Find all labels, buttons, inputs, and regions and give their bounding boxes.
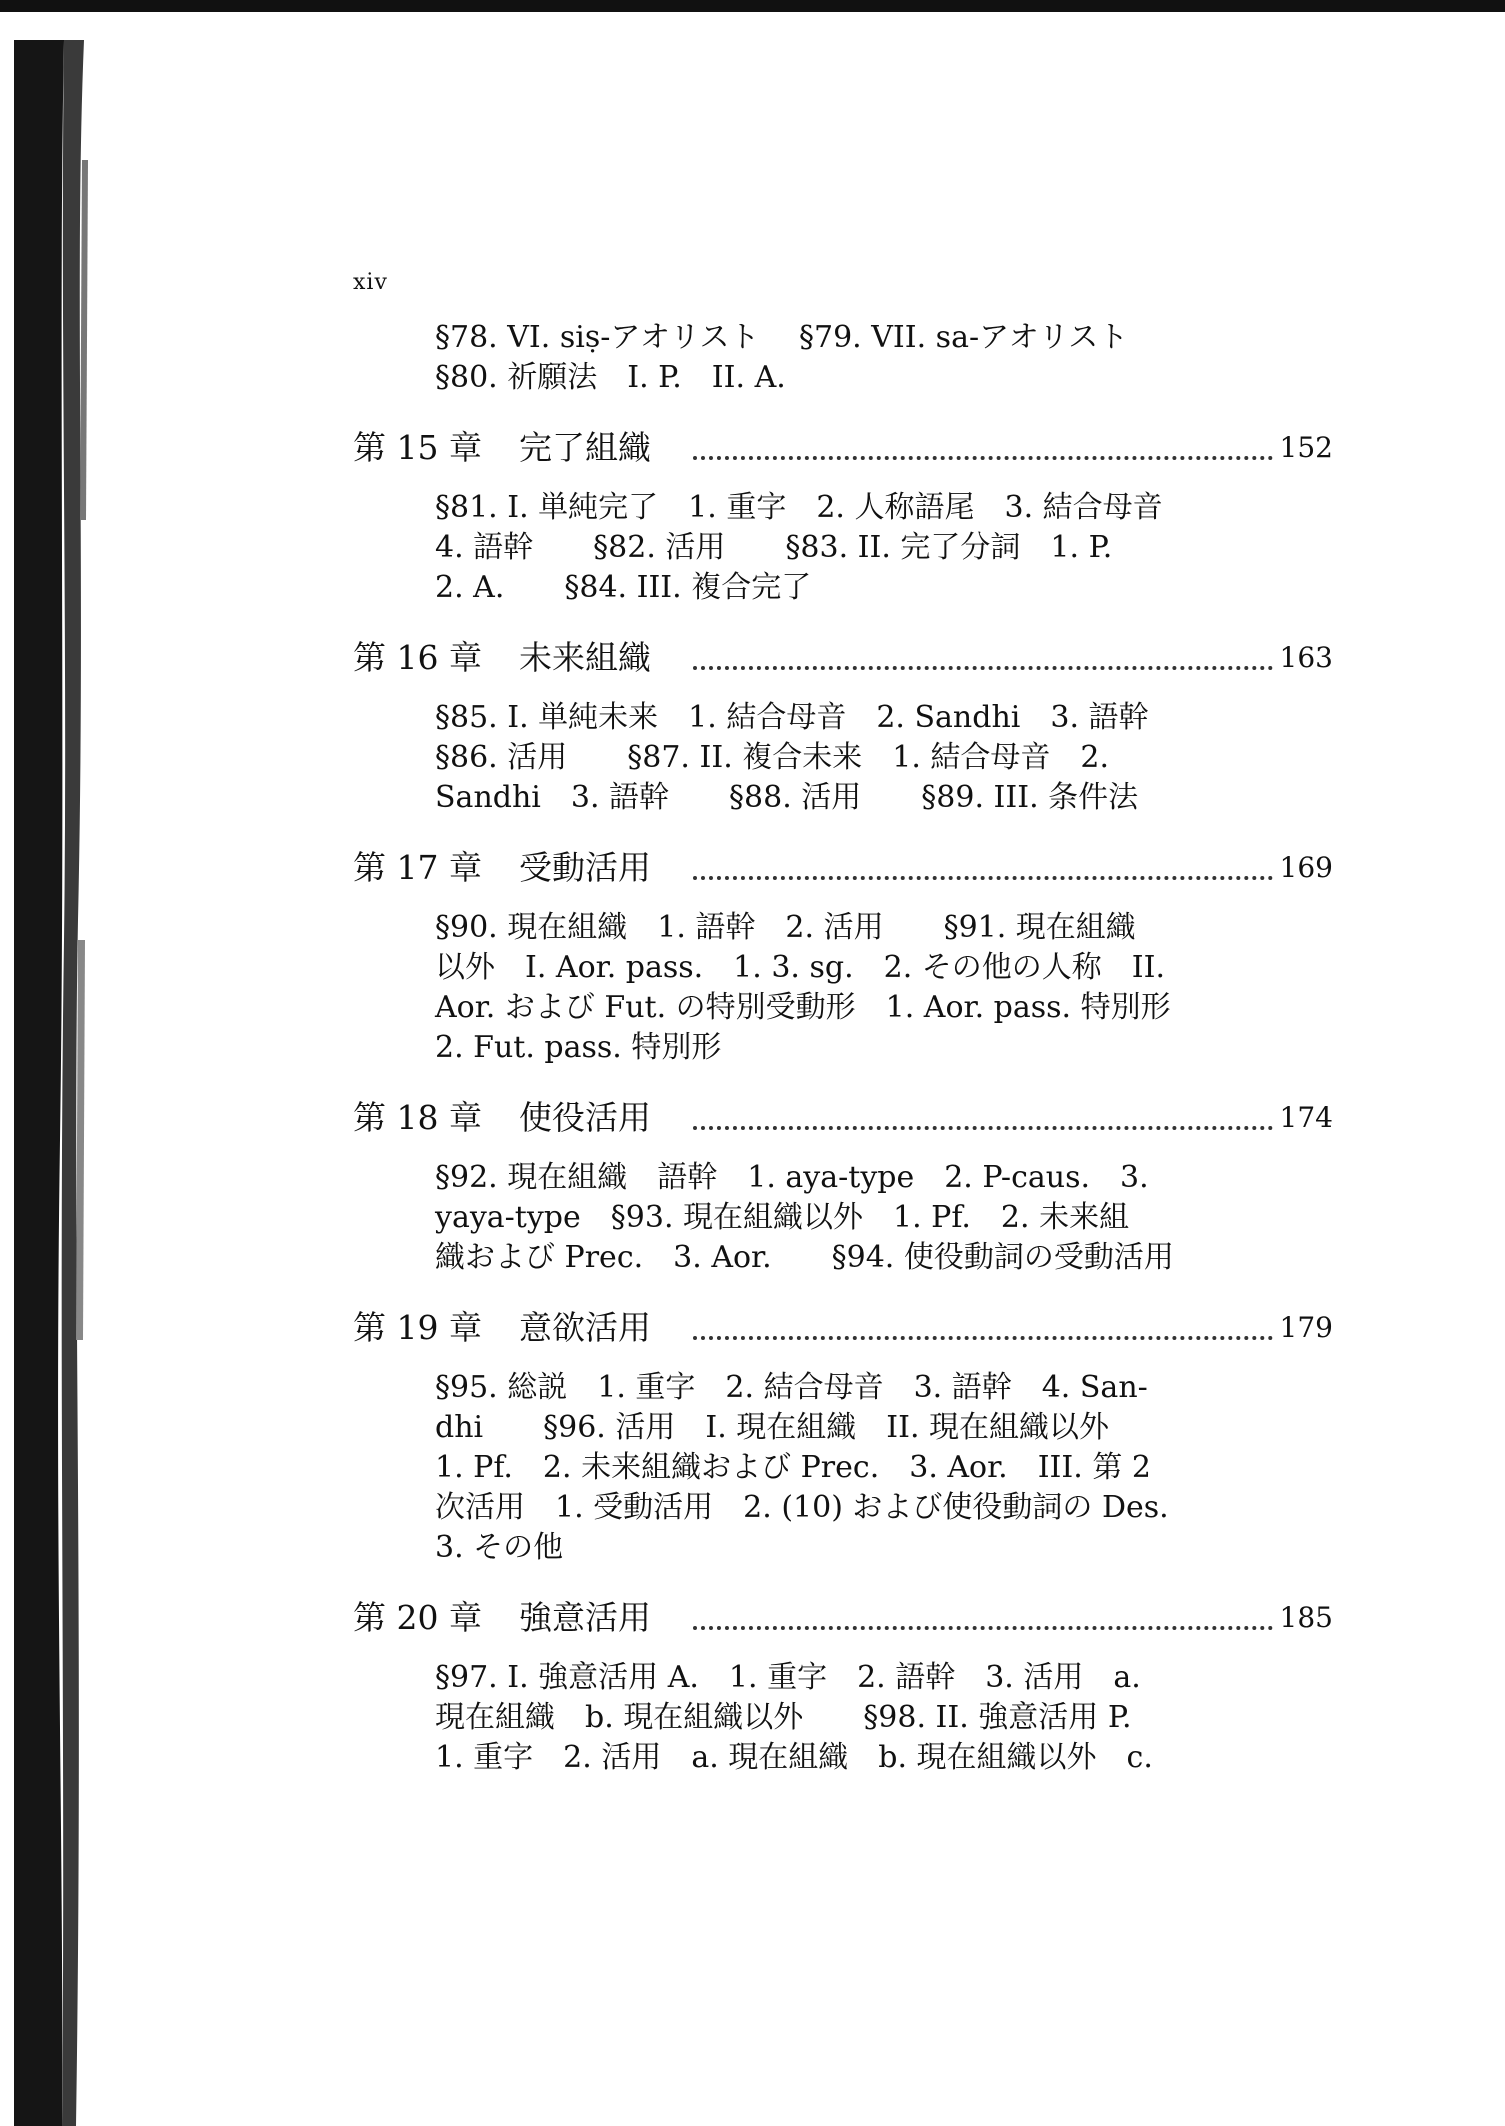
chapter-entry bbox=[353, 424, 1333, 608]
dot-leader bbox=[693, 876, 1273, 880]
section-line: 織および Prec. 3. Aor. §94. 使役動詞の受動活用 bbox=[435, 1240, 1174, 1275]
chapter-entry bbox=[353, 844, 1333, 1068]
chapter-title: 受動活用 bbox=[519, 848, 651, 887]
section-line: 次活用 1. 受動活用 2. (10) および使役動詞の Des. bbox=[435, 1490, 1169, 1525]
section-line: §80. 祈願法 I. P. II. A. bbox=[435, 360, 786, 395]
section-line: §81. I. 単純完了 1. 重字 2. 人称語尾 3. 結合母音 bbox=[435, 490, 1163, 525]
chapter-page: 169 bbox=[1279, 851, 1333, 884]
chapter-heading bbox=[353, 1594, 1333, 1642]
section-line: 2. A. §84. III. 複合完了 bbox=[435, 570, 812, 605]
dot-leader bbox=[693, 1336, 1273, 1340]
chapter-entry bbox=[353, 1304, 1333, 1568]
chapter-title: 使役活用 bbox=[519, 1098, 651, 1137]
section-line: dhi §96. 活用 I. 現在組織 II. 現在組織以外 bbox=[435, 1410, 1110, 1445]
section-line: 3. その他 bbox=[435, 1530, 564, 1565]
chapter-title: 意欲活用 bbox=[519, 1308, 651, 1347]
chapter-page: 163 bbox=[1279, 641, 1333, 674]
table-of-contents bbox=[353, 318, 1333, 1778]
dot-leader bbox=[693, 456, 1273, 460]
chapter-number: 第 16 章 bbox=[353, 638, 482, 677]
section-line: Aor. および Fut. の特別受動形 1. Aor. pass. 特別形 bbox=[435, 990, 1171, 1025]
section-line: Sandhi 3. 語幹 §88. 活用 §89. III. 条件法 bbox=[435, 780, 1139, 815]
section-line: §97. I. 強意活用 A. 1. 重字 2. 語幹 3. 活用 a. bbox=[435, 1660, 1141, 1695]
section-line: 現在組織 b. 現在組織以外 §98. II. 強意活用 P. bbox=[435, 1700, 1132, 1735]
section-line: 1. 重字 2. 活用 a. 現在組織 b. 現在組織以外 c. bbox=[435, 1740, 1153, 1775]
section-list bbox=[353, 1658, 1333, 1778]
section-line: §86. 活用 §87. II. 複合未来 1. 結合母音 2. bbox=[435, 740, 1110, 775]
chapter-entry bbox=[353, 1594, 1333, 1778]
dot-leader bbox=[693, 1626, 1273, 1630]
section-line: yaya-type §93. 現在組織以外 1. Pf. 2. 未来組 bbox=[435, 1200, 1130, 1235]
chapter-heading bbox=[353, 844, 1333, 892]
chapter-number: 第 18 章 bbox=[353, 1098, 482, 1137]
chapter-page: 185 bbox=[1279, 1601, 1333, 1634]
section-list bbox=[353, 318, 1333, 398]
binding-edge-shadow bbox=[14, 40, 96, 2126]
section-list bbox=[353, 1368, 1333, 1568]
section-line: §90. 現在組織 1. 語幹 2. 活用 §91. 現在組織 bbox=[435, 910, 1136, 945]
section-line: §95. 総説 1. 重字 2. 結合母音 3. 語幹 4. San- bbox=[435, 1370, 1148, 1405]
chapter-title: 強意活用 bbox=[519, 1598, 651, 1637]
chapter-heading bbox=[353, 634, 1333, 682]
section-list bbox=[353, 908, 1333, 1068]
chapter-page: 152 bbox=[1279, 431, 1333, 464]
chapter-title: 未来組織 bbox=[519, 638, 651, 677]
section-list bbox=[353, 1158, 1333, 1278]
top-scan-border bbox=[0, 0, 1505, 12]
chapter-number: 第 20 章 bbox=[353, 1598, 482, 1637]
page-number: xiv bbox=[353, 270, 388, 295]
chapter-number: 第 19 章 bbox=[353, 1308, 482, 1347]
dot-leader bbox=[693, 666, 1273, 670]
chapter-page: 179 bbox=[1279, 1311, 1333, 1344]
section-line: §78. VI. siṣ-アオリスト §79. VII. sa-アオリスト bbox=[435, 320, 1129, 355]
section-line: 2. Fut. pass. 特別形 bbox=[435, 1030, 722, 1065]
section-line: §92. 現在組織 語幹 1. aya-type 2. P-caus. 3. bbox=[435, 1160, 1149, 1195]
chapter-number: 第 17 章 bbox=[353, 848, 482, 887]
chapter-page: 174 bbox=[1279, 1101, 1333, 1134]
chapter-heading bbox=[353, 424, 1333, 472]
section-line: §85. I. 単純未来 1. 結合母音 2. Sandhi 3. 語幹 bbox=[435, 700, 1149, 735]
section-line: 1. Pf. 2. 未来組織および Prec. 3. Aor. III. 第 2 bbox=[435, 1450, 1151, 1485]
section-line: 以外 I. Aor. pass. 1. 3. sg. 2. その他の人称 II. bbox=[435, 950, 1166, 985]
chapter-number: 第 15 章 bbox=[353, 428, 482, 467]
section-list bbox=[353, 488, 1333, 608]
chapter-heading bbox=[353, 1304, 1333, 1352]
section-list bbox=[353, 698, 1333, 818]
chapter-heading bbox=[353, 1094, 1333, 1142]
section-line: 4. 語幹 §82. 活用 §83. II. 完了分詞 1. P. bbox=[435, 530, 1113, 565]
chapter-entry bbox=[353, 634, 1333, 818]
dot-leader bbox=[693, 1126, 1273, 1130]
chapter-title: 完了組織 bbox=[519, 428, 651, 467]
chapter-entry bbox=[353, 1094, 1333, 1278]
